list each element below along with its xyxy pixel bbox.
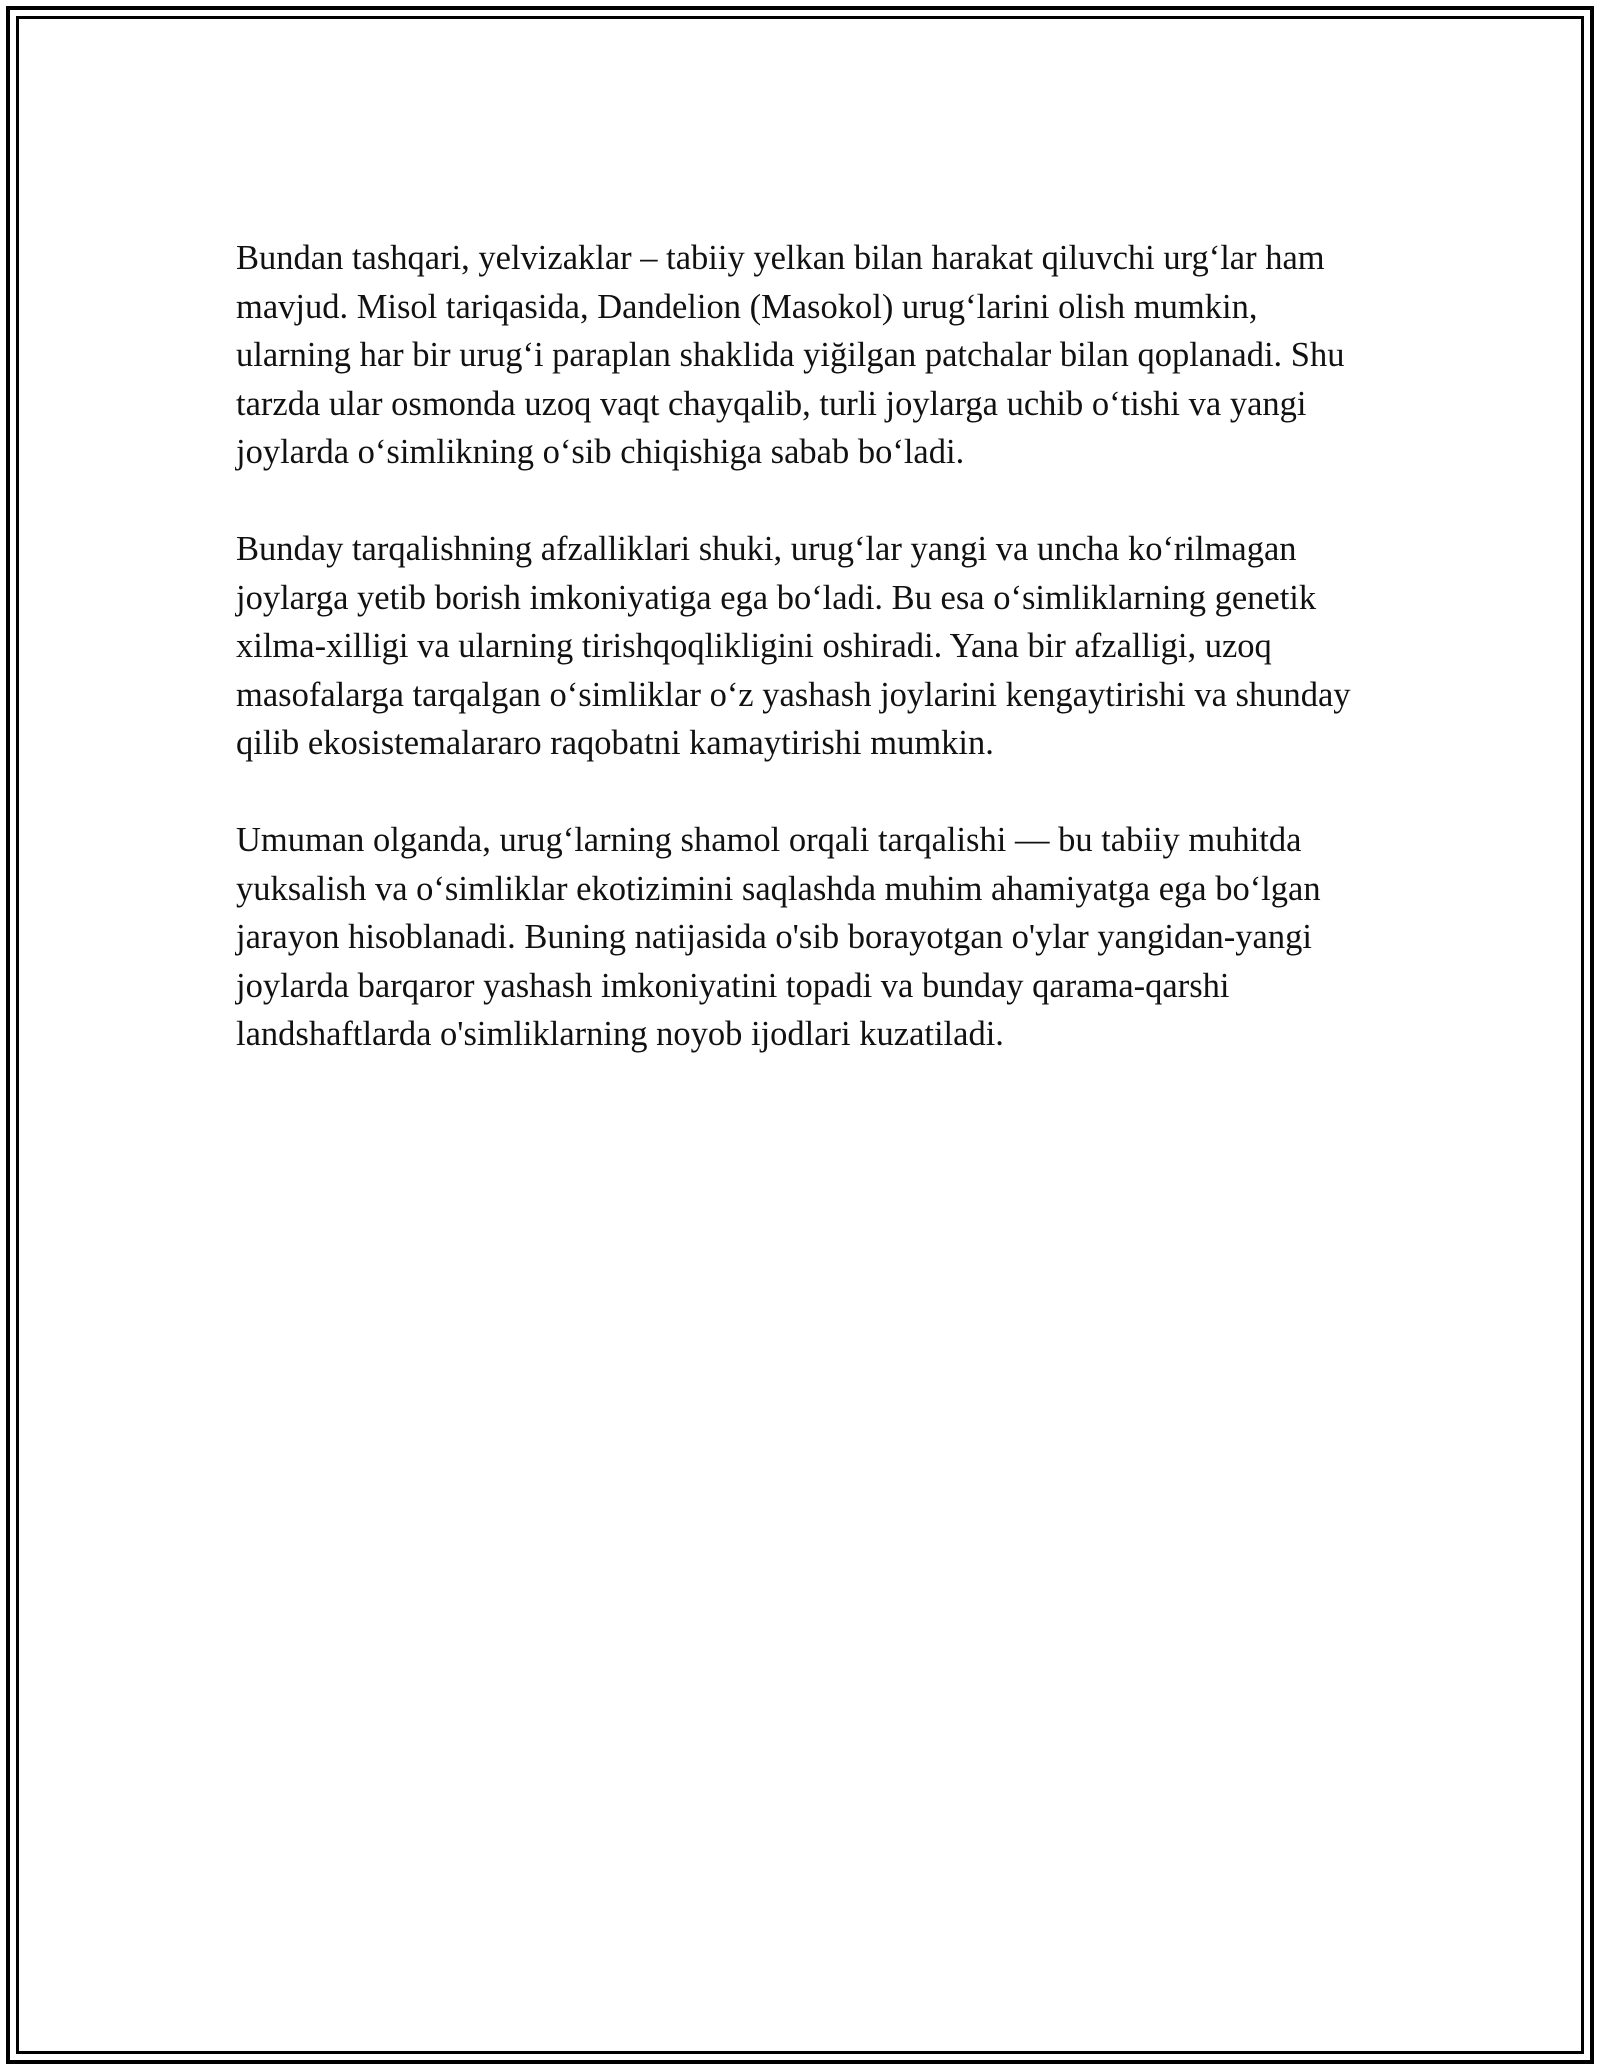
paragraph-3: Umuman olganda, urug‘larning shamol orqali tarqalishi — bu tabiiy muhitda yuksalish va o‘simliklar ekotizimini saqlashda muhim ahamiyatga ega bo‘lgan jarayon hisoblanadi. Buning natijasida o'sib borayotgan o'ylar yangidan-yangi joylarda barqaror yashash imkoniyatini topadi va bunday qarama-qarshi landshaftlarda o'simliklarning noyob ijodlari kuzatiladi. [236,821,1321,1053]
paragraph-1: Bundan tashqari, yelvizaklar – tabiiy yelkan bilan harakat qiluvchi urg‘lar ham mavjud. Misol tariqasida, Dandelion (Masokol) urug‘larini olish mumkin, ularning har bir urug‘i paraplan shaklida yiğilgan patchalar bilan qoplanadi. Shu tarzda ular osmonda uzoq vaqt chayqalib, turli joylarga uchib o‘tishi va yangi joylarda o‘simlikning o‘sib chiqishiga sabab bo‘ladi. [236,239,1345,471]
document-body [236,234,1376,1107]
paragraph-2: Bunday tarqalishning afzalliklari shuki, urug‘lar yangi va uncha ko‘rilmagan joylarga yetib borish imkoniyatiga ega bo‘ladi. Bu esa o‘simliklarning genetik xilma-xilligi va ularning tirishqoqlikligini oshiradi. Yana bir afzalligi, uzoq masofalarga tarqalgan o‘simliklar o‘z yashash joylarini kengaytirishi va shunday qilib ekosistemalararo raqobatni kamaytirishi mumkin. [236,530,1351,762]
